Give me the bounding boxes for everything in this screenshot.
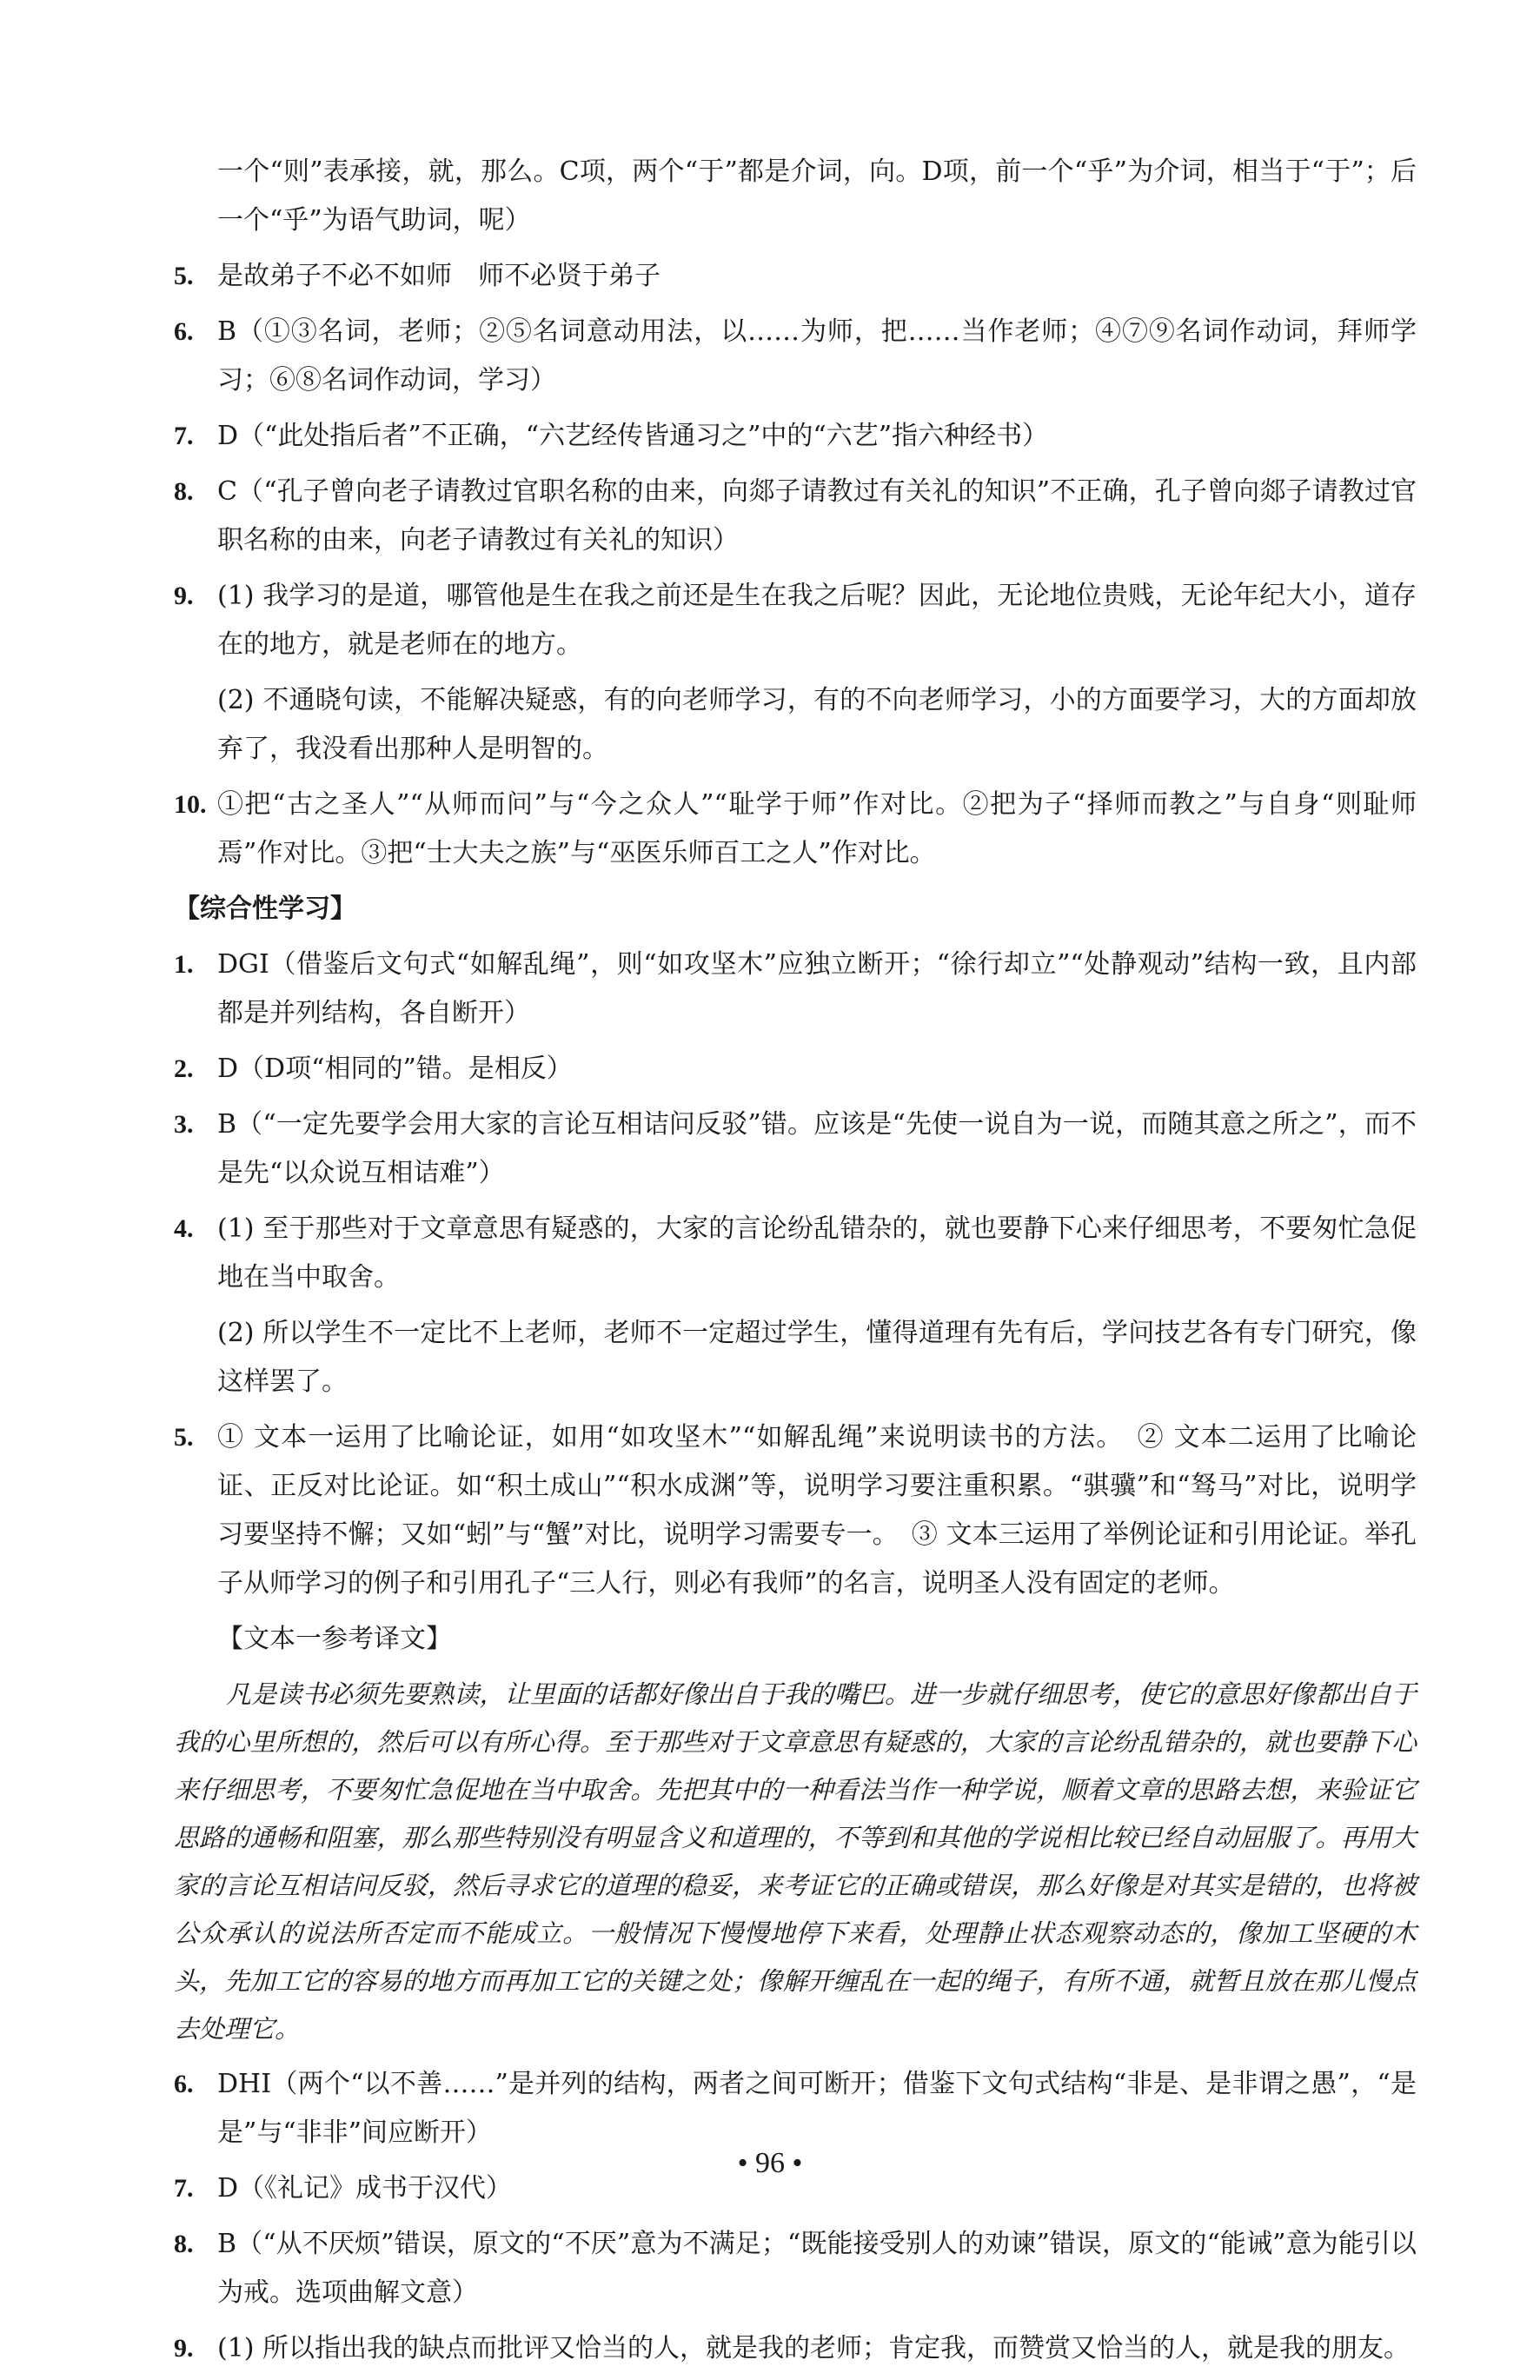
item-number: 8. [174,477,194,506]
item-number: 10. [174,790,207,819]
answer-item-6 [174,308,1417,405]
item-number: 2. [174,1054,194,1083]
answer-text: B（①③名词，老师；②⑤名词意动用法，以……为师，把……当作老师；④⑦⑨名词作动词，拜师学习；⑥⑧名词作动词，学习） [217,316,1417,396]
answer-text: (1) 至于那些对于文章意思有疑惑的，大家的言论纷乱错杂的，就也要静下心来仔细思考，不要匆忙急促地在当中取舍。 [217,1213,1417,1293]
answer-text: ①把“古之圣人”“从师而问”与“今之众人”“耻学于师”作对比。②把为子“择师而教之”与自身“则耻师焉”作对比。③把“士大夫之族”与“巫医乐师百工之人”作对比。 [217,789,1417,868]
answer-text: D（D项“相同的”错。是相反） [217,1054,573,1084]
answer-item-9 [174,572,1417,669]
answer-sub-text: (2) 所以学生不一定比不上老师，老师不一定超过学生，懂得道理有先有后，学问技艺各有专门研究，像这样罢了。 [217,1318,1417,1397]
answer-text: D（《礼记》成书于汉代） [217,2173,513,2204]
answer-text: C（“孔子曾向老子请教过官职名称的由来，向郯子请教过有关礼的知识”不正确，孔子曾向郯子请教过官职名称的由来，向老子请教过有关礼的知识） [217,476,1417,555]
item-number: 6. [174,2070,194,2098]
answer-item-s1 [174,941,1417,1038]
answer-text: B（“从不厌烦”错误，原文的“不厌”意为不满足；“既能接受别人的劝谏”错误，原文的“能诫”意为能引以为戒。选项曲解文意） [217,2229,1417,2308]
answer-text: DGI（借鉴后文句式“如解乱绳”，则“如攻坚木”应独立断开；“徐行却立”“处静观动”结构一致，且内部都是并列结构，各自断开） [217,949,1417,1028]
item-number: 4. [174,1214,194,1243]
item-number: 5. [174,262,194,290]
translation-text: 凡是读书必须先要熟读，让里面的话都好像出自于我的嘴巴。进一步就仔细思考，使它的意思好像都出自于我的心里所想的，然后可以有所心得。至于那些对于文章意思有疑惑的，大家的言论纷乱错杂的，就也要静下心来仔细思考，不要匆忙急促地在当中取舍。先把其中的一种看法当作一种学说，顺着文章的思路去想，来验证它思路的通畅和阻塞，那么那些特别没有明显含义和道理的，不等到和其他的学说相比较已经自动屈服了。再用大家的言论互相诘问反驳，然后寻求它的道理的稳妥，来考证它的正确或错误，那么好像是对其实是错的，也将被公众承认的说法所否定而不能成立。一般情况下慢慢地停下来看，处理静止状态观察动态的，像加工坚硬的木头，先加工它的容易的地方而再加工它的关键之处；像解开缠乱在一起的绳子，有所不通，就暂且放在那儿慢点去处理它。 [174,1679,1417,2044]
answer-item-s8 [174,2220,1417,2317]
answer-content [174,148,1417,2380]
answer-item-s5 [174,1413,1417,1608]
answer-text: B（“一定先要学会用大家的言论互相诘问反驳”错。应该是“先使一说自为一说，而随其意之所之”，而不是先“以众说互相诘难”） [217,1109,1417,1188]
answer-sub-text: (2) 不通晓句读，不能解决疑惑，有的向老师学习，有的不向老师学习，小的方面要学习，大的方面却放弃了，我没看出那种人是明智的。 [217,685,1417,764]
answer-item-s9 [174,2324,1417,2373]
item-number: 5. [174,1423,194,1452]
answer-text: (1) 所以指出我的缺点而批评又恰当的人，就是我的老师；肯定我，而赞赏又恰当的人，就是我的朋友。 [217,2333,1411,2363]
answer-item-7 [174,412,1417,461]
page-number: • 96 • [737,2147,803,2179]
answer-text: (1) 我学习的是道，哪管他是生在我之前还是生在我之后呢？因此，无论地位贵贱，无论年纪大小，道存在的地方，就是老师在的地方。 [217,581,1417,660]
item-number: 3. [174,1110,194,1139]
answer-text: D（“此处指后者”不正确，“六艺经传皆通习之”中的“六艺”指六种经书） [217,421,1049,451]
item-number: 9. [174,582,194,610]
translation-heading: 【文本一参考译文】 [217,1624,452,1654]
answer-item-s6 [174,2060,1417,2157]
answer-item-s4 [174,1205,1417,1302]
answer-text: DHI（两个“以不善……”是并列的结构，两者之间可断开；借鉴下文句式结构“非是、是非谓之愚”，“是是”与“非非”间应断开） [217,2069,1417,2148]
section-heading: 【综合性学习】 [174,894,356,924]
answer-item-5 [174,252,1417,301]
answer-item-8 [174,468,1417,565]
answer-item-s3 [174,1100,1417,1198]
answer-item-s2 [174,1045,1417,1094]
item-number: 7. [174,2174,194,2203]
item-number: 8. [174,2230,194,2258]
continued-answer: 一个“则”表承接，就，那么。C项，两个“于”都是介词，向。D项，前一个“乎”为介词，相当于“于”；后一个“乎”为语气助词，呢） [217,156,1417,236]
item-number: 1. [174,950,194,979]
answer-text: 是故弟子不必不如师 师不必贤于弟子 [217,261,660,291]
answer-text: ① 文本一运用了比喻论证，如用“如攻坚木”“如解乱绳”来说明读书的方法。 ② 文本二运用了比喻论证、正反对比论证。如“积土成山”“积水成渊”等，说明学习要注重积累。“骐骥”和“驽马”对比，说明学习要坚持不懈；又如“蚓”与“蟹”对比，说明学习需要专一。 ③ 文本三运用了举例论证和引用论证。举孔子从师学习的例子和引用孔子“三人行，则必有我师”的名言，说明圣人没有固定的老师。 [217,1422,1417,1599]
answer-item-10 [174,781,1417,878]
item-number: 7. [174,422,194,450]
item-number: 9. [174,2334,194,2363]
item-number: 6. [174,317,194,346]
